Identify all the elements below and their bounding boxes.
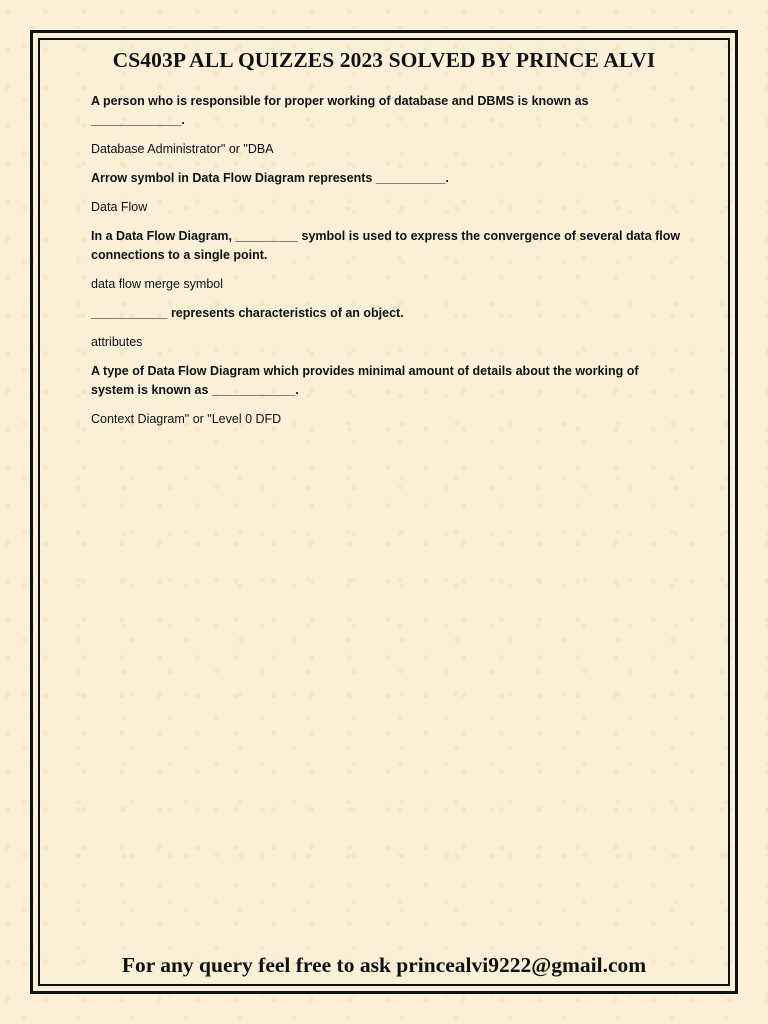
quiz-answer: Data Flow bbox=[91, 200, 148, 214]
quiz-question: Arrow symbol in Data Flow Diagram represents __________. bbox=[91, 171, 449, 185]
quiz-answer: Context Diagram" or "Level 0 DFD bbox=[91, 412, 282, 426]
quiz-item bbox=[91, 227, 681, 294]
quiz-answer: attributes bbox=[91, 335, 143, 349]
quiz-question: A type of Data Flow Diagram which provides minimal amount of details about the working of system is known as ____________. bbox=[91, 364, 639, 397]
quiz-item bbox=[91, 304, 681, 352]
quiz-answer: Database Administrator" or "DBA bbox=[91, 142, 274, 156]
quiz-item bbox=[91, 92, 681, 159]
quiz-item bbox=[91, 362, 681, 429]
quiz-answer: data flow merge symbol bbox=[91, 277, 224, 291]
quiz-question: In a Data Flow Diagram, _________ symbol is used to express the convergence of several data flow connections to a single point. bbox=[91, 229, 681, 262]
quiz-content bbox=[91, 92, 681, 439]
quiz-question: ___________ represents characteristics of an object. bbox=[91, 306, 404, 320]
contact-footer: For any query feel free to ask princealvi9222@gmail.com bbox=[121, 953, 647, 977]
document-title: CS403P ALL QUIZZES 2023 SOLVED BY PRINCE ALVI bbox=[112, 48, 656, 72]
quiz-question: A person who is responsible for proper working of database and DBMS is known as _____________. bbox=[91, 94, 589, 127]
quiz-item bbox=[91, 169, 681, 217]
